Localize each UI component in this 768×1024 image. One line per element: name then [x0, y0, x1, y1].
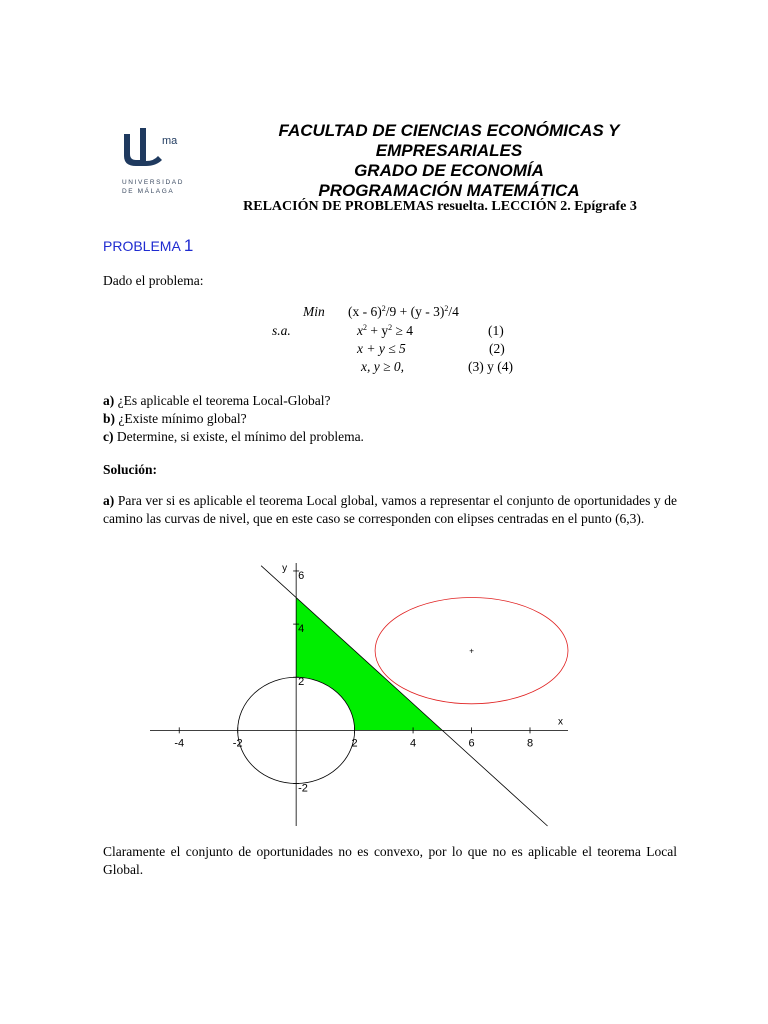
objective-exp-b: 2	[444, 304, 449, 313]
objective-exp-a: 2	[381, 304, 386, 313]
logo-caption-line2: DE MÁLAGA	[122, 188, 175, 195]
header-line-1: FACULTAD DE CIENCIAS ECONÓMICAS Y	[278, 121, 620, 140]
solution-paragraph-a-letter: a)	[103, 493, 115, 508]
solution-heading: Solución:	[103, 462, 158, 477]
constraint-1-y-exp: 2	[388, 323, 393, 332]
problem-title-number: 1	[183, 236, 194, 255]
solution-conclusion: Claramente el conjunto de oportunidades no es convexo, por lo que no es aplicable el teorema Local Global.	[103, 844, 677, 877]
x-tick-label: -2	[232, 737, 243, 750]
constraint-1-rest: ≥ 4	[392, 323, 414, 338]
objective-part-a: (x - 6)	[348, 304, 382, 319]
logo-mark-text: ma	[162, 135, 178, 147]
y-tick-label: 2	[298, 676, 305, 689]
y-axis-label: y	[282, 563, 288, 574]
question-a-letter: a)	[103, 393, 115, 408]
problem-intro: Dado el problema:	[103, 273, 204, 288]
header-line-4: PROGRAMACIÓN MATEMÁTICA	[318, 181, 580, 200]
constraint-1-mid: + y	[367, 323, 389, 338]
constraint-2-tag: (2)	[489, 341, 505, 356]
question-b-text: ¿Existe mínimo global?	[115, 411, 247, 426]
x-tick-label: 8	[526, 737, 534, 750]
constraint-3-tag: (3) y (4)	[468, 359, 513, 374]
x-tick-label: 2	[351, 737, 358, 750]
question-c-letter: c)	[103, 429, 114, 444]
question-c-text: Determine, si existe, el mínimo del problema.	[113, 429, 364, 444]
x-tick-label: -4	[174, 737, 185, 750]
problem-title-word: PROBLEMA	[103, 238, 181, 254]
objective-part-b: /9 + (y - 3)	[385, 304, 445, 319]
x-axis-label: x	[558, 716, 563, 728]
y-tick-label: 6	[298, 569, 305, 582]
objective-part-c: /4	[448, 304, 459, 319]
header-line-3: GRADO DE ECONOMÍA	[354, 161, 544, 180]
solution-paragraph-a-text: Para ver si es aplicable el teorema Local global, vamos a representar el conjunto de oportunidades y de camino las curvas de nivel, que en este caso se corresponden con elipses centradas en el punto (6,3).	[103, 493, 677, 526]
x-tick-label: 6	[468, 737, 475, 750]
logo-caption-line1: UNIVERSIDAD	[122, 179, 185, 186]
constraint-1-x: x	[357, 323, 363, 338]
header-subtitle: RELACIÓN DE PROBLEMAS resuelta. LECCIÓN 2. Epígrafe 3	[243, 199, 637, 214]
constraint-3: x, y ≥ 0,	[361, 359, 405, 374]
x-tick-label: 4	[410, 737, 417, 750]
question-a-text: ¿Es aplicable el teorema Local-Global?	[114, 393, 331, 408]
objective-label: Min	[303, 304, 325, 319]
constraint-1-x-exp: 2	[363, 323, 367, 332]
y-tick-label: 4	[298, 623, 305, 636]
constraint-2: x + y ≤ 5	[357, 341, 406, 356]
constraints-label: s.a.	[272, 323, 291, 338]
ellipse-center-mark: +	[469, 646, 474, 656]
y-tick-label: -2	[298, 782, 308, 795]
constraint-1-tag: (1)	[488, 323, 504, 338]
question-b-letter: b)	[103, 411, 116, 426]
header-line-2: EMPRESARIALES	[375, 141, 523, 160]
